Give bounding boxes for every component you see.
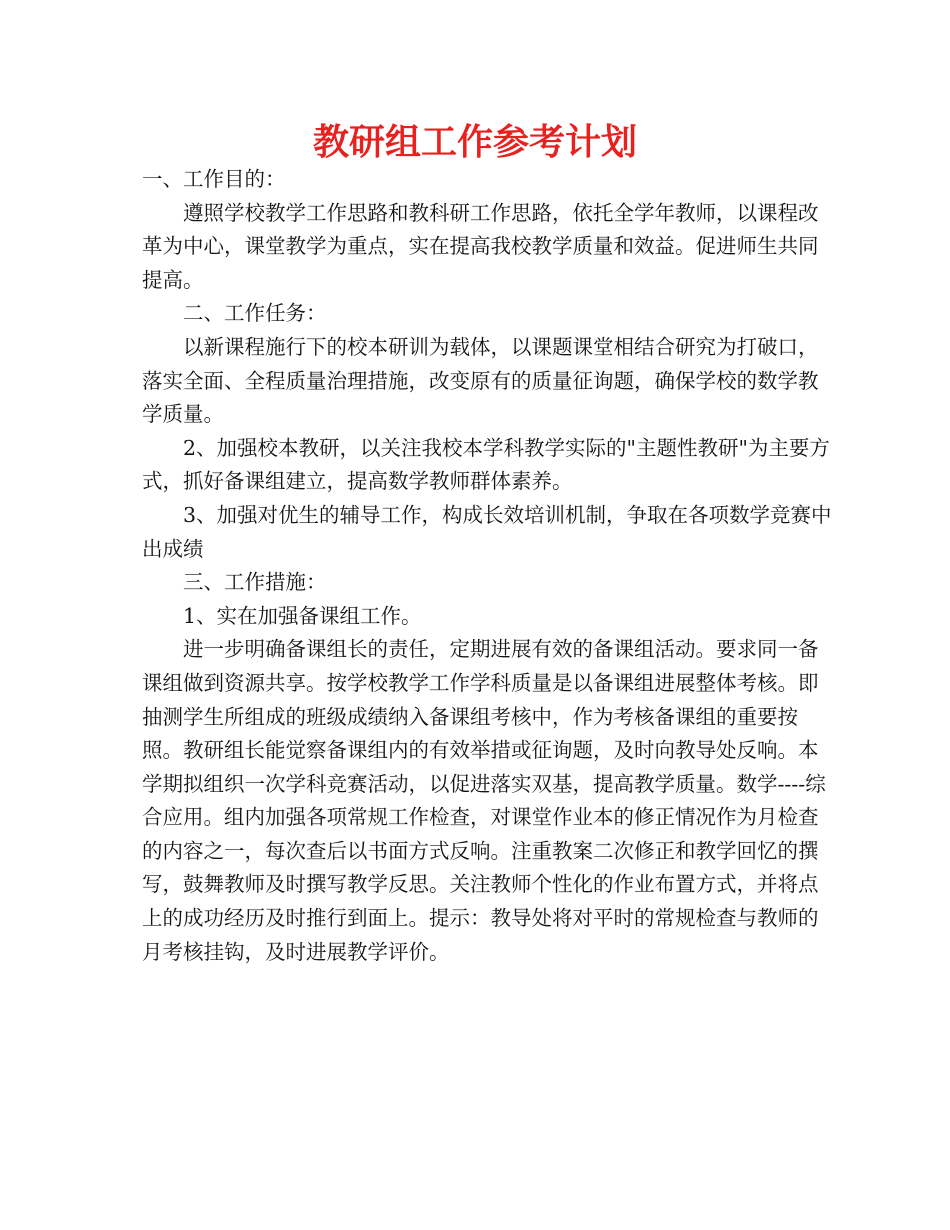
paragraph-task-2: 2、加强校本教研，以关注我校本学科教学实际的"主题性教研"为主要方式，抓好备课组建立，提高数学教师群体素养。 [142,435,830,494]
paragraph-purpose: 遵照学校教学工作思路和教科研工作思路，依托全学年教师，以课程改革为中心，课堂教学为重点，实在提高我校教学质量和效益。促进师生共同提高。 [142,200,819,292]
document-title: 教研组工作参考计划 [312,122,637,163]
section-heading-measures: 三、工作措施： [183,570,327,595]
subheading-measure-1: 1、实在加强备课组工作。 [183,603,422,628]
section-heading-tasks: 二、工作任务： [183,301,327,326]
section-heading-purpose: 一、工作目的： [142,167,286,191]
paragraph-task-3: 3、加强对优生的辅导工作，构成长效培训机制，争取在各项数学竞赛中出成绩 [142,502,832,561]
paragraph-measure-1: 进一步明确备课组长的责任，定期进展有效的备课组活动。要求同一备课组做到资源共享。按学校教学工作学科质量是以备课组进展整体考核。即抽测学生所组成的班级成绩纳入备课组考核中，作为考核备课组的重要按照。教研组长能觉察备课组内的有效举措或征询题，及时向教导处反响。本学期拟组织一次学科竞赛活动，以促进落实双基，提高教学质量。数学----综合应用。组内加强各项常规工作检查，对课堂作业本的修正情况作为月检查的内容之一，每次查后以书面方式反响。注重教案二次修正和教学回忆的撰写，鼓舞教师及时撰写教学反思。关注教师个性化的作业布置方式，并将点上的成功经历及时推行到面上。提示：教导处将对平时的常规检查与教师的月考核挂钩，及时进展教学评价。 [142,637,826,964]
paragraph-task-1: 以新课程施行下的校本研训为载体，以课题课堂相结合研究为打破口，落实全面、全程质量治理措施，改变原有的质量征询题，确保学校的数学教学质量。 [142,334,819,427]
document-body [142,163,832,969]
